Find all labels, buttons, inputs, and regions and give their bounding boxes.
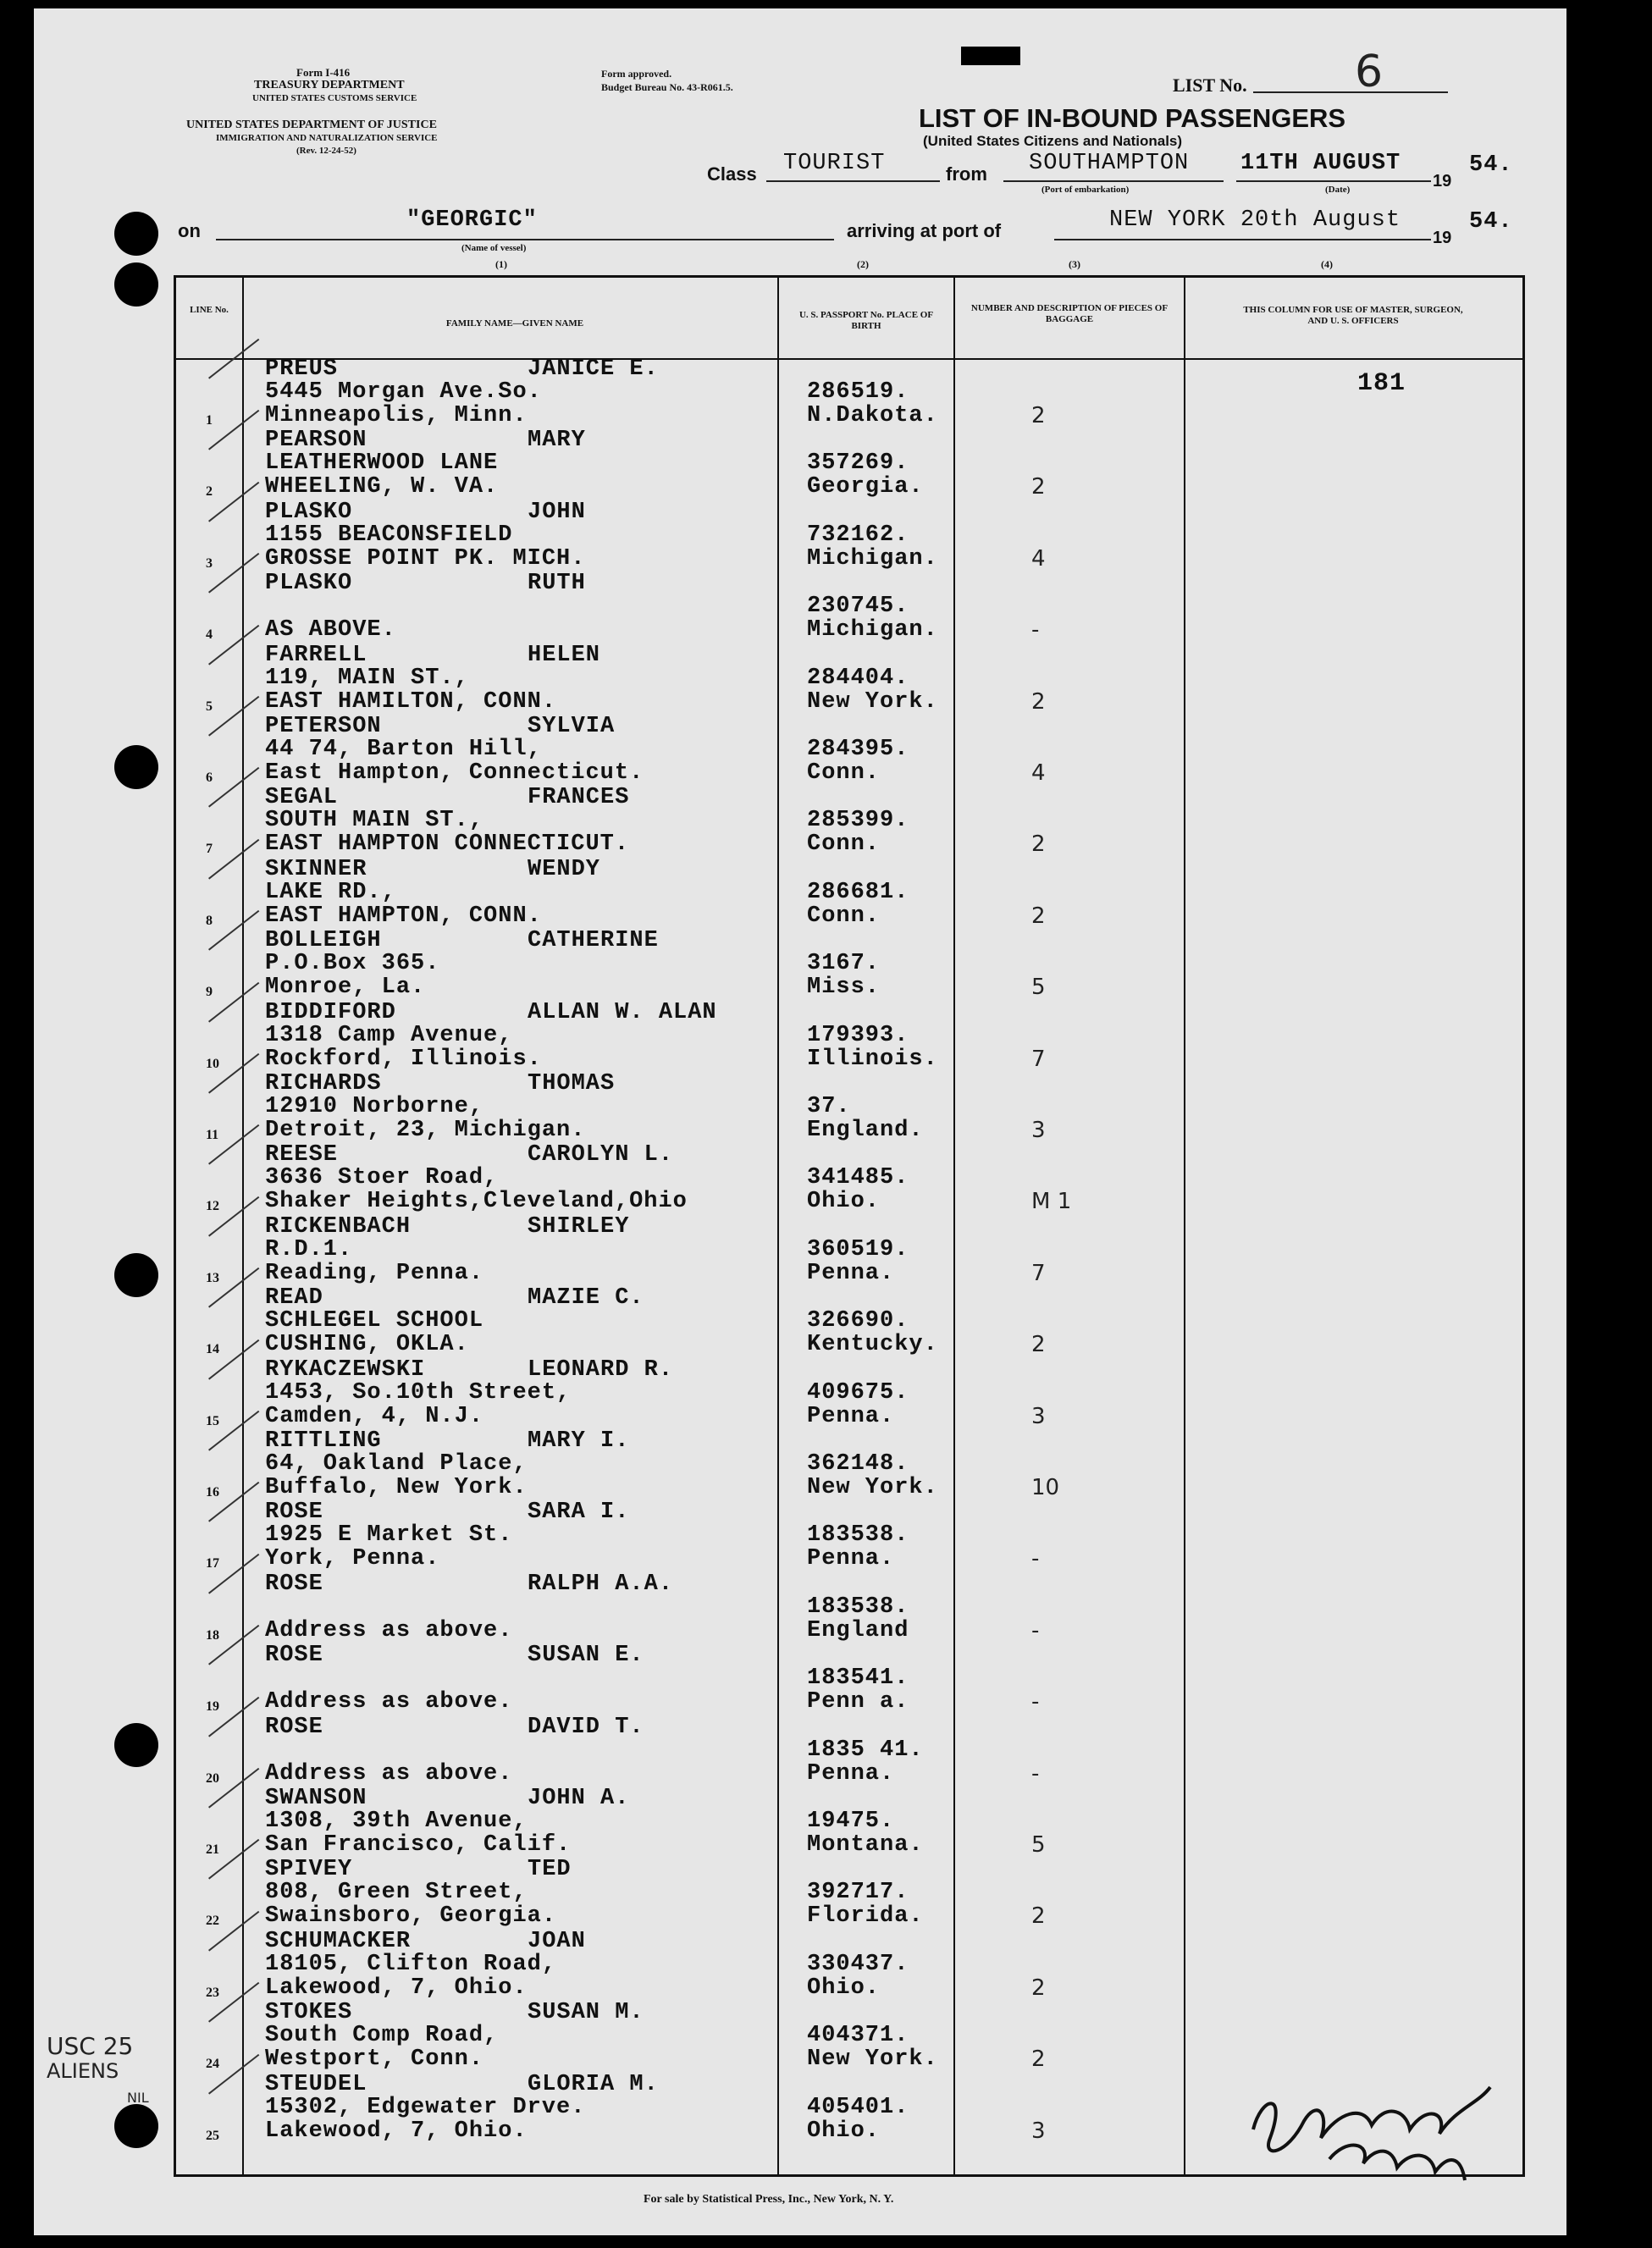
family-name: ROSE bbox=[265, 1643, 323, 1669]
port-embarkation-value: SOUTHAMPTON bbox=[1029, 151, 1190, 176]
line-number: 6 bbox=[206, 771, 213, 785]
family-name: STEUDEL bbox=[265, 2071, 367, 2097]
baggage-count: 2 bbox=[1031, 2046, 1046, 2073]
table-row bbox=[176, 928, 1522, 1005]
form-approved: Form approved. bbox=[601, 68, 672, 80]
margin-note-usc: USC 25 bbox=[47, 2032, 134, 2060]
line-number: 7 bbox=[206, 842, 213, 857]
embark-date-value: 11TH AUGUST bbox=[1240, 151, 1401, 176]
given-name: MARY I. bbox=[528, 1428, 630, 1454]
address-line-2: Address as above. bbox=[265, 1760, 513, 1787]
address-line-1: P.O.Box 365. bbox=[265, 951, 440, 977]
arrival-year: 54. bbox=[1469, 209, 1513, 235]
address-line-2: Westport, Conn. bbox=[265, 2046, 484, 2073]
passport-number: 285399. bbox=[807, 808, 909, 834]
given-name: CAROLYN L. bbox=[528, 1142, 674, 1168]
family-name: SCHUMACKER bbox=[265, 1928, 412, 1954]
place-of-birth: Penna. bbox=[807, 1260, 895, 1286]
family-name: REESE bbox=[265, 1142, 339, 1168]
address-line-1: 18105, Clifton Road, bbox=[265, 1951, 557, 1977]
dept-justice-sub: IMMIGRATION AND NATURALIZATION SERVICE bbox=[216, 133, 438, 143]
address-line-1: LAKE RD., bbox=[265, 879, 396, 905]
given-name: DAVID T. bbox=[528, 1714, 644, 1740]
table-row bbox=[176, 856, 1522, 934]
year-prefix: 19 bbox=[1433, 172, 1452, 191]
line-number: 14 bbox=[206, 1342, 219, 1357]
table-row bbox=[176, 1857, 1522, 1934]
line-number: 22 bbox=[206, 1914, 219, 1929]
table-row bbox=[176, 1500, 1522, 1577]
given-name: MARY bbox=[528, 428, 586, 454]
table-row bbox=[176, 1714, 1522, 1792]
baggage-count: 7 bbox=[1031, 1046, 1046, 1072]
on-label: on bbox=[178, 220, 201, 241]
address-line-2: EAST HAMILTON, CONN. bbox=[265, 688, 557, 715]
line-number: 12 bbox=[206, 1199, 219, 1214]
table-row bbox=[176, 1928, 1522, 2006]
address-line-2: Monroe, La. bbox=[265, 975, 426, 1001]
place-of-birth: New York. bbox=[807, 1475, 938, 1500]
family-name: PLASKO bbox=[265, 571, 353, 597]
line-number: 5 bbox=[206, 699, 213, 714]
place-of-birth: Georgia. bbox=[807, 474, 924, 500]
passport-number: 179393. bbox=[807, 1022, 909, 1048]
family-name: BIDDIFORD bbox=[265, 999, 396, 1025]
baggage-count: 3 bbox=[1031, 1118, 1046, 1143]
address-line-2: Buffalo, New York. bbox=[265, 1475, 528, 1500]
family-name: PLASKO bbox=[265, 499, 353, 525]
officer-note: 181 bbox=[1357, 369, 1406, 398]
family-name: PREUS bbox=[265, 356, 339, 382]
address-line-1: R.D.1. bbox=[265, 1236, 353, 1262]
punch-hole bbox=[114, 745, 158, 789]
address-line-1: 1155 BEACONSFIELD bbox=[265, 522, 513, 548]
address-line-1: 64, Oakland Place, bbox=[265, 1451, 528, 1477]
given-name: THOMAS bbox=[528, 1071, 616, 1096]
col-header-line-no: LINE No. bbox=[190, 305, 229, 315]
given-name: SUSAN E. bbox=[528, 1643, 644, 1669]
place-of-birth: Ohio. bbox=[807, 2118, 881, 2144]
given-name: SHIRLEY bbox=[528, 1213, 630, 1240]
family-name: SEGAL bbox=[265, 785, 339, 811]
passport-number: 286519. bbox=[807, 379, 909, 405]
punch-hole bbox=[114, 212, 158, 256]
punch-hole bbox=[114, 1253, 158, 1297]
place-of-birth: Conn. bbox=[807, 760, 881, 786]
family-name: ROSE bbox=[265, 1500, 323, 1526]
place-of-birth: England bbox=[807, 1617, 909, 1643]
passport-number: 284404. bbox=[807, 665, 909, 691]
family-name: SKINNER bbox=[265, 856, 367, 882]
punch-hole bbox=[114, 262, 158, 307]
address-line-1: 119, MAIN ST., bbox=[265, 665, 469, 691]
address-line-1: SCHLEGEL SCHOOL bbox=[265, 1308, 484, 1334]
given-name: LEONARD R. bbox=[528, 1356, 674, 1383]
family-name: ROSE bbox=[265, 1571, 323, 1597]
family-name: ROSE bbox=[265, 1714, 323, 1740]
line-number: 15 bbox=[206, 1413, 219, 1428]
place-of-birth: Kentucky. bbox=[807, 1332, 938, 1358]
baggage-count: 2 bbox=[1031, 903, 1046, 929]
family-name: PETERSON bbox=[265, 714, 382, 739]
family-name: BOLLEIGH bbox=[265, 928, 382, 954]
passport-number: 3167. bbox=[807, 951, 881, 977]
class-underline bbox=[766, 180, 940, 182]
place-of-birth: Miss. bbox=[807, 975, 881, 1001]
address-line-2: Lakewood, 7, Ohio. bbox=[265, 1975, 528, 2001]
passport-number: 286681. bbox=[807, 879, 909, 905]
line-number: 20 bbox=[206, 1770, 219, 1786]
table-row bbox=[176, 1428, 1522, 1505]
family-name: SPIVEY bbox=[265, 1857, 353, 1883]
arrival-year-prefix: 19 bbox=[1433, 229, 1452, 247]
family-name: RYKACZEWSKI bbox=[265, 1356, 426, 1383]
table-row bbox=[176, 428, 1522, 505]
baggage-count: - bbox=[1031, 617, 1040, 643]
baggage-count: 2 bbox=[1031, 831, 1046, 858]
revision-date: (Rev. 12-24-52) bbox=[296, 146, 356, 156]
table-row bbox=[176, 1571, 1522, 1649]
table-row bbox=[176, 1356, 1522, 1434]
baggage-count: 2 bbox=[1031, 403, 1046, 428]
passport-number: 341485. bbox=[807, 1165, 909, 1191]
address-line-1: 1318 Camp Avenue, bbox=[265, 1022, 513, 1048]
given-name: WENDY bbox=[528, 856, 601, 882]
col-num-4: (4) bbox=[1321, 258, 1333, 270]
passport-number: 360519. bbox=[807, 1236, 909, 1262]
given-name: FRANCES bbox=[528, 785, 630, 811]
arrival-port-date: NEW YORK 20th August bbox=[1109, 207, 1401, 233]
baggage-count: M 1 bbox=[1031, 1189, 1072, 1215]
address-line-1: South Comp Road, bbox=[265, 2023, 499, 2049]
col-header-baggage: NUMBER AND DESCRIPTION OF PIECES OF BAGGAGE bbox=[970, 303, 1169, 324]
family-name: FARRELL bbox=[265, 642, 367, 668]
address-line-2: York, Penna. bbox=[265, 1546, 440, 1572]
address-line-1: 808, Green Street, bbox=[265, 1880, 528, 1906]
place-of-birth: Penna. bbox=[807, 1760, 895, 1787]
col-num-3: (3) bbox=[1069, 258, 1080, 270]
vessel-name: "GEORGIC" bbox=[406, 207, 538, 233]
passport-number: 183538. bbox=[807, 1522, 909, 1549]
baggage-count: - bbox=[1031, 1760, 1040, 1787]
table-row bbox=[176, 499, 1522, 577]
page-subtitle: (United States Citizens and Nationals) bbox=[923, 133, 1183, 149]
table-row bbox=[176, 1071, 1522, 1148]
passport-number: 357269. bbox=[807, 450, 909, 477]
address-line-2: East Hampton, Connecticut. bbox=[265, 760, 644, 786]
baggage-count: 2 bbox=[1031, 1975, 1046, 2001]
line-number: 16 bbox=[206, 1485, 219, 1500]
address-line-2: Detroit, 23, Michigan. bbox=[265, 1118, 586, 1143]
address-line-2: AS ABOVE. bbox=[265, 617, 396, 643]
embark-year: 54. bbox=[1469, 152, 1513, 178]
address-line-2: Camden, 4, N.J. bbox=[265, 1403, 484, 1429]
table-row bbox=[176, 1786, 1522, 1863]
passport-number: 405401. bbox=[807, 2094, 909, 2120]
arriving-label: arriving at port of bbox=[847, 220, 1002, 241]
address-line-1: 5445 Morgan Ave.So. bbox=[265, 379, 542, 405]
passport-number: 1835 41. bbox=[807, 1737, 924, 1763]
date-underline bbox=[1236, 180, 1431, 182]
table-row bbox=[176, 1142, 1522, 1219]
baggage-count: 5 bbox=[1031, 1832, 1046, 1858]
address-line-2: GROSSE POINT PK. MICH. bbox=[265, 545, 586, 572]
vessel-caption: (Name of vessel) bbox=[461, 243, 527, 253]
place-of-birth: England. bbox=[807, 1118, 924, 1143]
list-no-value: 6 bbox=[1355, 47, 1384, 97]
baggage-count: 3 bbox=[1031, 1403, 1046, 1429]
given-name: HELEN bbox=[528, 642, 601, 668]
passenger-table bbox=[174, 275, 1525, 2177]
place-of-birth: Florida. bbox=[807, 1903, 924, 1930]
class-label: Class bbox=[707, 163, 757, 185]
address-line-1: 1453, So.10th Street, bbox=[265, 1379, 572, 1406]
paper-clip-mark bbox=[961, 47, 1020, 65]
given-name: SYLVIA bbox=[528, 714, 616, 739]
table-row bbox=[176, 785, 1522, 862]
form-number: Form I-416 bbox=[296, 66, 351, 79]
given-name: CATHERINE bbox=[528, 928, 659, 954]
list-no-underline bbox=[1253, 91, 1448, 93]
dept-treasury: TREASURY DEPARTMENT bbox=[254, 79, 405, 91]
table-row bbox=[176, 1285, 1522, 1362]
dept-justice: UNITED STATES DEPARTMENT OF JUSTICE bbox=[186, 119, 437, 131]
given-name: ALLAN W. ALAN bbox=[528, 999, 717, 1025]
family-name: RICHARDS bbox=[265, 1071, 382, 1096]
col-header-passport: U. S. PASSPORT No. PLACE OF BIRTH bbox=[798, 310, 934, 331]
line-number: 19 bbox=[206, 1699, 219, 1715]
passport-number: 330437. bbox=[807, 1951, 909, 1977]
officer-signature bbox=[1236, 2079, 1507, 2189]
given-name: RALPH A.A. bbox=[528, 1571, 674, 1597]
baggage-count: 4 bbox=[1031, 760, 1046, 786]
budget-bureau: Budget Bureau No. 43-R061.5. bbox=[601, 81, 733, 93]
baggage-count: 7 bbox=[1031, 1260, 1046, 1286]
table-row bbox=[176, 714, 1522, 791]
passport-number: 326690. bbox=[807, 1308, 909, 1334]
place-of-birth: New York. bbox=[807, 688, 938, 715]
place-of-birth: Montana. bbox=[807, 1832, 924, 1858]
given-name: MAZIE C. bbox=[528, 1285, 644, 1312]
from-label: from bbox=[946, 163, 987, 185]
given-name: GLORIA M. bbox=[528, 2071, 659, 2097]
given-name: JOHN bbox=[528, 499, 586, 525]
passport-number: 732162. bbox=[807, 522, 909, 548]
baggage-count: - bbox=[1031, 1546, 1040, 1572]
line-number: 18 bbox=[206, 1627, 219, 1643]
address-line-1: LEATHERWOOD LANE bbox=[265, 450, 499, 477]
baggage-count: 2 bbox=[1031, 688, 1046, 715]
port-underline bbox=[1003, 180, 1224, 182]
baggage-count: 5 bbox=[1031, 975, 1046, 1001]
place-of-birth: Conn. bbox=[807, 831, 881, 858]
baggage-count: - bbox=[1031, 1617, 1040, 1643]
address-line-2: Rockford, Illinois. bbox=[265, 1046, 542, 1072]
address-line-1: 3636 Stoer Road, bbox=[265, 1165, 499, 1191]
place-of-birth: Penn a. bbox=[807, 1689, 909, 1715]
place-of-birth: Penna. bbox=[807, 1403, 895, 1429]
class-value: TOURIST bbox=[783, 151, 886, 176]
line-number: 3 bbox=[206, 555, 213, 571]
place-of-birth: Penna. bbox=[807, 1546, 895, 1572]
baggage-count: - bbox=[1031, 1689, 1040, 1715]
baggage-count: 2 bbox=[1031, 474, 1046, 500]
line-number: 1 bbox=[206, 413, 213, 428]
col-header-officers: THIS COLUMN FOR USE OF MASTER, SURGEON, AND U. S. OFFICERS bbox=[1243, 305, 1463, 326]
address-line-1: 12910 Norborne, bbox=[265, 1094, 484, 1119]
passport-number: 362148. bbox=[807, 1451, 909, 1477]
place-of-birth: Michigan. bbox=[807, 545, 938, 572]
line-number: 8 bbox=[206, 913, 213, 928]
place-of-birth: Conn. bbox=[807, 903, 881, 929]
punch-hole bbox=[114, 1723, 158, 1767]
line-number: 4 bbox=[206, 627, 213, 643]
address-line-2: Address as above. bbox=[265, 1617, 513, 1643]
passport-number: 19475. bbox=[807, 1809, 895, 1834]
passport-number: 183541. bbox=[807, 1665, 909, 1692]
address-line-2: Address as above. bbox=[265, 1689, 513, 1715]
family-name: RICKENBACH bbox=[265, 1213, 412, 1240]
address-line-1: 44 74, Barton Hill, bbox=[265, 737, 542, 762]
family-name: SWANSON bbox=[265, 1786, 367, 1811]
port-caption: (Port of embarkation) bbox=[1041, 185, 1130, 195]
place-of-birth: Ohio. bbox=[807, 1975, 881, 2001]
place-of-birth: N.Dakota. bbox=[807, 403, 938, 428]
place-of-birth: Michigan. bbox=[807, 617, 938, 643]
family-name: RITTLING bbox=[265, 1428, 382, 1454]
address-line-2: WHEELING, W. VA. bbox=[265, 474, 499, 500]
family-name: PEARSON bbox=[265, 428, 367, 454]
vessel-underline bbox=[216, 239, 834, 240]
address-line-1: 1308, 39th Avenue, bbox=[265, 1809, 528, 1834]
line-number: 11 bbox=[206, 1128, 219, 1142]
address-line-1: SOUTH MAIN ST., bbox=[265, 808, 484, 834]
line-number: 13 bbox=[206, 1270, 219, 1285]
line-number: 10 bbox=[206, 1056, 219, 1071]
address-line-2: Swainsboro, Georgia. bbox=[265, 1903, 557, 1930]
table-row bbox=[176, 2000, 1522, 2077]
table-row bbox=[176, 1643, 1522, 1720]
line-number: 24 bbox=[206, 2057, 219, 2072]
passport-number: 284395. bbox=[807, 737, 909, 762]
baggage-count: 4 bbox=[1031, 545, 1046, 572]
printer-footer: For sale by Statistical Press, Inc., New York, N. Y. bbox=[644, 2193, 894, 2206]
address-line-2: Reading, Penna. bbox=[265, 1260, 484, 1286]
family-name: READ bbox=[265, 1285, 323, 1312]
passport-number: 37. bbox=[807, 1094, 851, 1119]
given-name: RUTH bbox=[528, 571, 586, 597]
place-of-birth: Illinois. bbox=[807, 1046, 938, 1072]
table-row bbox=[176, 999, 1522, 1077]
date-caption: (Date) bbox=[1325, 185, 1351, 195]
dept-treasury-sub: UNITED STATES CUSTOMS SERVICE bbox=[252, 93, 417, 103]
passport-number: 230745. bbox=[807, 594, 909, 620]
given-name: SUSAN M. bbox=[528, 2000, 644, 2026]
baggage-count: 3 bbox=[1031, 2118, 1046, 2144]
header-divider bbox=[176, 358, 1522, 360]
given-name: JOHN A. bbox=[528, 1786, 630, 1811]
col-num-2: (2) bbox=[857, 258, 869, 270]
margin-note-aliens: ALIENS bbox=[47, 2059, 119, 2083]
line-number: 9 bbox=[206, 985, 213, 1000]
page-title: LIST OF IN-BOUND PASSENGERS bbox=[919, 103, 1346, 133]
place-of-birth: Ohio. bbox=[807, 1189, 881, 1215]
address-line-2: CUSHING, OKLA. bbox=[265, 1332, 469, 1358]
passport-number: 183538. bbox=[807, 1593, 909, 1620]
line-number: 21 bbox=[206, 1842, 219, 1857]
address-line-2: San Francisco, Calif. bbox=[265, 1832, 572, 1858]
baggage-count: 2 bbox=[1031, 1332, 1046, 1358]
col-header-name: FAMILY NAME—GIVEN NAME bbox=[445, 318, 584, 329]
address-line-2: Shaker Heights,Cleveland,Ohio bbox=[265, 1189, 688, 1215]
line-number: 2 bbox=[206, 484, 213, 500]
baggage-count: 10 bbox=[1031, 1475, 1060, 1500]
line-number: 25 bbox=[206, 2128, 219, 2143]
given-name: JOAN bbox=[528, 1928, 586, 1954]
address-line-2: Minneapolis, Minn. bbox=[265, 403, 528, 428]
table-row bbox=[176, 356, 1522, 434]
family-name: STOKES bbox=[265, 2000, 353, 2026]
address-line-1: 15302, Edgewater Drve. bbox=[265, 2094, 586, 2120]
line-number: 23 bbox=[206, 1985, 219, 2000]
address-line-2: Lakewood, 7, Ohio. bbox=[265, 2118, 528, 2144]
passport-number: 392717. bbox=[807, 1880, 909, 1906]
baggage-count: 2 bbox=[1031, 1903, 1046, 1930]
table-row bbox=[176, 1213, 1522, 1291]
list-no-label: LIST No. bbox=[1173, 75, 1247, 96]
col-num-1: (1) bbox=[495, 258, 507, 270]
given-name: JANICE E. bbox=[528, 356, 659, 382]
passport-number: 409675. bbox=[807, 1379, 909, 1406]
margin-note-nil: NIL bbox=[127, 2090, 149, 2106]
table-row bbox=[176, 571, 1522, 648]
punch-hole bbox=[114, 2104, 158, 2148]
given-name: SARA I. bbox=[528, 1500, 630, 1526]
address-line-1: 1925 E Market St. bbox=[265, 1522, 513, 1549]
arrival-underline bbox=[1054, 239, 1431, 240]
given-name: TED bbox=[528, 1857, 572, 1883]
passport-number: 404371. bbox=[807, 2023, 909, 2049]
address-line-2: EAST HAMPTON, CONN. bbox=[265, 903, 542, 929]
place-of-birth: New York. bbox=[807, 2046, 938, 2073]
table-row bbox=[176, 642, 1522, 720]
address-line-2: EAST HAMPTON CONNECTICUT. bbox=[265, 831, 630, 858]
line-number: 17 bbox=[206, 1556, 219, 1571]
